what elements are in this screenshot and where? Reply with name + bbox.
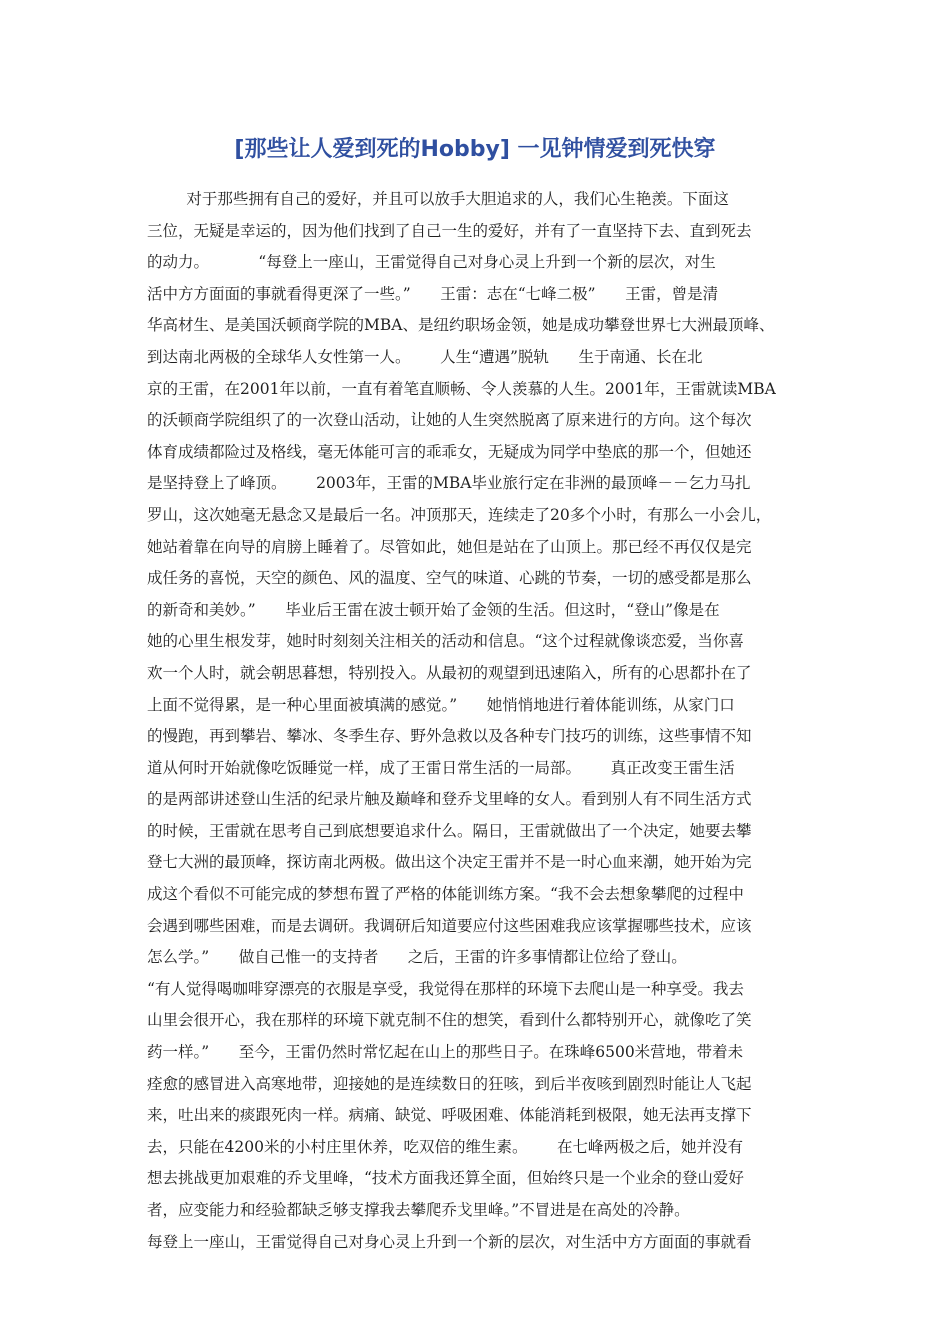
body-line: 成这个看似不可能完成的梦想布置了严格的体能训练方案。“我不会去想象攀爬的过程中: [147, 885, 744, 904]
body-line: 京的王雷，在2001年以前，一直有着笔直顺畅、令人羡慕的人生。2001年，王雷就读MBA: [147, 379, 776, 398]
body-line: 的动力。 “每登上一座山，王雷觉得自己对身心灵上升到一个新的层次，对生: [147, 253, 716, 272]
body-line: 登七大洲的最顶峰，探访南北两极。做出这个决定王雷并不是一时心血来潮，她开始为完: [147, 853, 752, 872]
body-line: 体育成绩都险过及格线，毫无体能可言的乖乖女，无疑成为同学中垫底的那一个，但她还: [147, 442, 752, 461]
body-line: 每登上一座山，王雷觉得自己对身心灵上升到一个新的层次，对生活中方方面面的事就看: [147, 1232, 752, 1251]
body-line: 她站着靠在向导的肩膀上睡着了。尽管如此，她但是站在了山顶上。那已经不再仅仅是完: [147, 537, 752, 556]
document-title: [那些让人爱到死的Hobby] 一见钟情爱到死快穿: [234, 137, 716, 162]
body-line: 三位，无疑是幸运的，因为他们找到了自己一生的爱好，并有了一直坚持下去、直到死去: [147, 221, 752, 240]
body-line: 的沃顿商学院组织了的一次登山活动，让她的人生突然脱离了原来进行的方向。这个每次: [147, 411, 752, 430]
body-line: 怎么学。” 做自己惟一的支持者 之后，王雷的许多事情都让位给了登山。: [147, 948, 687, 967]
body-line: 华高材生、是美国沃顿商学院的MBA、是纽约职场金领，她是成功攀登世界七大洲最顶峰、: [147, 316, 775, 335]
body-line: 罗山，这次她毫无悬念又是最后一名。冲顶那天，连续走了20多个小时，有那么一小会儿，: [147, 505, 772, 524]
body-line: 想去挑战更加艰难的乔戈里峰，“技术方面我还算全面，但始终只是一个业余的登山爱好: [147, 1169, 744, 1188]
body-line: 的是两部讲述登山生活的纪录片触及巅峰和登乔戈里峰的女人。看到别人有不同生活方式: [147, 790, 752, 809]
body-line: 药一样。” 至今，王雷仍然时常忆起在山上的那些日子。在珠峰6500米营地，带着未: [147, 1043, 744, 1062]
body-line: 去，只能在4200米的小村庄里休养，吃双倍的维生素。 在七峰两极之后，她并没有: [147, 1137, 744, 1156]
body-line: 山里会很开心，我在那样的环境下就克制不住的想笑，看到什么都特别开心，就像吃了笑: [147, 1011, 752, 1030]
body-line: 活中方方面面的事就看得更深了一些。” 王雷：志在“七峰二极” 王雷，曾是清: [147, 284, 719, 303]
body-line: 对于那些拥有自己的爱好，并且可以放手大胆追求的人，我们心生艳羡。下面这: [147, 190, 729, 208]
body-line: 成任务的喜悦，天空的颜色、风的温度、空气的味道、心跳的节奏，一切的感受都是那么: [147, 569, 752, 588]
body-line: 的慢跑，再到攀岩、攀冰、冬季生存、野外急救以及各种专门技巧的训练，这些事情不知: [147, 727, 752, 746]
body-line: 痊愈的感冒进入高寒地带，迎接她的是连续数日的狂咳，到后半夜咳到剧烈时能让人飞起: [147, 1074, 752, 1093]
body-line: 上面不觉得累，是一种心里面被填满的感觉。” 她悄悄地进行着体能训练，从家门口: [147, 695, 735, 714]
body-line: 的时候，王雷就在思考自己到底想要追求什么。隔日，王雷就做出了一个决定，她要去攀: [147, 821, 752, 840]
body-line: 者，应变能力和经验都缺乏够支撑我去攀爬乔戈里峰。”不冒进是在高处的冷静。: [147, 1201, 690, 1219]
body-line: 的新奇和美妙。” 毕业后王雷在波士顿开始了金领的生活。但这时，“登山”像是在: [147, 600, 720, 619]
body-line: 会遇到哪些困难，而是去调研。我调研后知道要应付这些困难我应该掌握哪些技术，应该: [147, 916, 752, 935]
body-line: 她的心里生根发芽，她时时刻刻关注相关的活动和信息。“这个过程就像谈恋爱，当你喜: [147, 632, 744, 651]
body-line: 道从何时开始就像吃饭睡觉一样，成了王雷日常生活的一局部。 真正改变王雷生活: [147, 758, 735, 777]
body-line: “有人觉得喝咖啡穿漂亮的衣服是享受，我觉得在那样的环境下去爬山是一种享受。我去: [147, 979, 744, 998]
body-line: 是坚持登上了峰顶。 2003年，王雷的MBA毕业旅行定在非洲的最顶峰－－乞力马扎: [147, 474, 751, 493]
document-body: [147, 184, 812, 1258]
body-line: 欢一个人时，就会朝思暮想，特别投入。从最初的观望到迅速陷入，所有的心思都扑在了: [147, 663, 752, 682]
body-line: 到达南北两极的全球华人女性第一人。 人生“遭遇”脱轨 生于南通、长在北: [147, 347, 703, 366]
body-line: 来，吐出来的痰跟死肉一样。病痛、缺觉、呼吸困难、体能消耗到极限，她无法再支撑下: [147, 1106, 752, 1125]
